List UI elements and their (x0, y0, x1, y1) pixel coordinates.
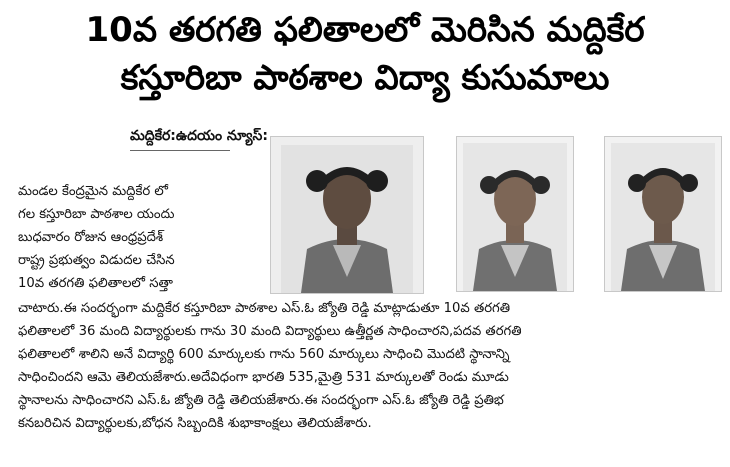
byline-underline (130, 150, 230, 151)
student-photos (270, 136, 720, 296)
body-line-1: మండల కేంద్రమైన మద్దికేర లో (18, 184, 168, 199)
body-line-11: కనబరిచిన విద్యార్థులకు,బోధన సిబ్బందికి శుభాకాంక్షలు తెలియజేశారు. (18, 416, 372, 431)
body-line-10: స్థానాలను సాధించారని ఎస్.ఓ జ్యోతి రెడ్డి తెలియజేశారు.ఈ సందర్భంగా ఎస్.ఓ జ్యోతి రెడ్డి ప్రతిభ (18, 393, 504, 408)
headline-line-1: 10వ తరగతి ఫలితాలలో మెరిసిన మద్దికేర (85, 10, 645, 50)
body-line-9: సాధించిందని ఆమె తెలియజేశారు.అదేవిధంగా భారతి 535,మైత్రి 531 మార్కులతో రెండు మూడు (18, 370, 509, 385)
body-line-2: గల కస్తూరిబా పాఠశాల యందు (18, 207, 175, 222)
byline: మద్దికేర:ఉదయం న్యూస్: (130, 128, 268, 144)
student-photo-1 (270, 136, 424, 294)
student-photo-2 (456, 136, 574, 292)
body-line-4: రాష్ట్ర ప్రభుత్వం విడుదల చేసిన (18, 253, 175, 268)
body-line-7: ఫలితాలలో 36 మంది విద్యార్థులకు గాను 30 మంది విద్యార్థులు ఉత్తీర్ణత సాధించారని,పదవ తరగతి (18, 324, 522, 339)
body-line-6: చాటారు.ఈ సందర్భంగా మద్దికేర కస్తూరిబా పాఠశాల ఎస్.ఓ జ్యోతి రెడ్డి మాట్లాడుతూ 10వ తరగతి (18, 301, 511, 316)
body-line-5: 10వ తరగతి ఫలితాలలో సత్తా (18, 276, 173, 291)
student-portrait-icon (605, 137, 721, 291)
student-portrait-icon (457, 137, 573, 291)
body-line-8: ఫలితాలలో శాలిని అనే విద్యార్థి 600 మార్కులకు గాను 560 మార్కులు సాధించి మొదటి స్థానాన్ని (18, 347, 510, 362)
body-line-3: బుధవారం రోజున ఆంధ్రప్రదేశ్ (18, 230, 164, 245)
student-photo-3 (604, 136, 722, 292)
headline-line-2: కస్తూరిబా పాఠశాల విద్యా కుసుమాలు (120, 58, 610, 98)
student-portrait-icon (271, 137, 423, 293)
